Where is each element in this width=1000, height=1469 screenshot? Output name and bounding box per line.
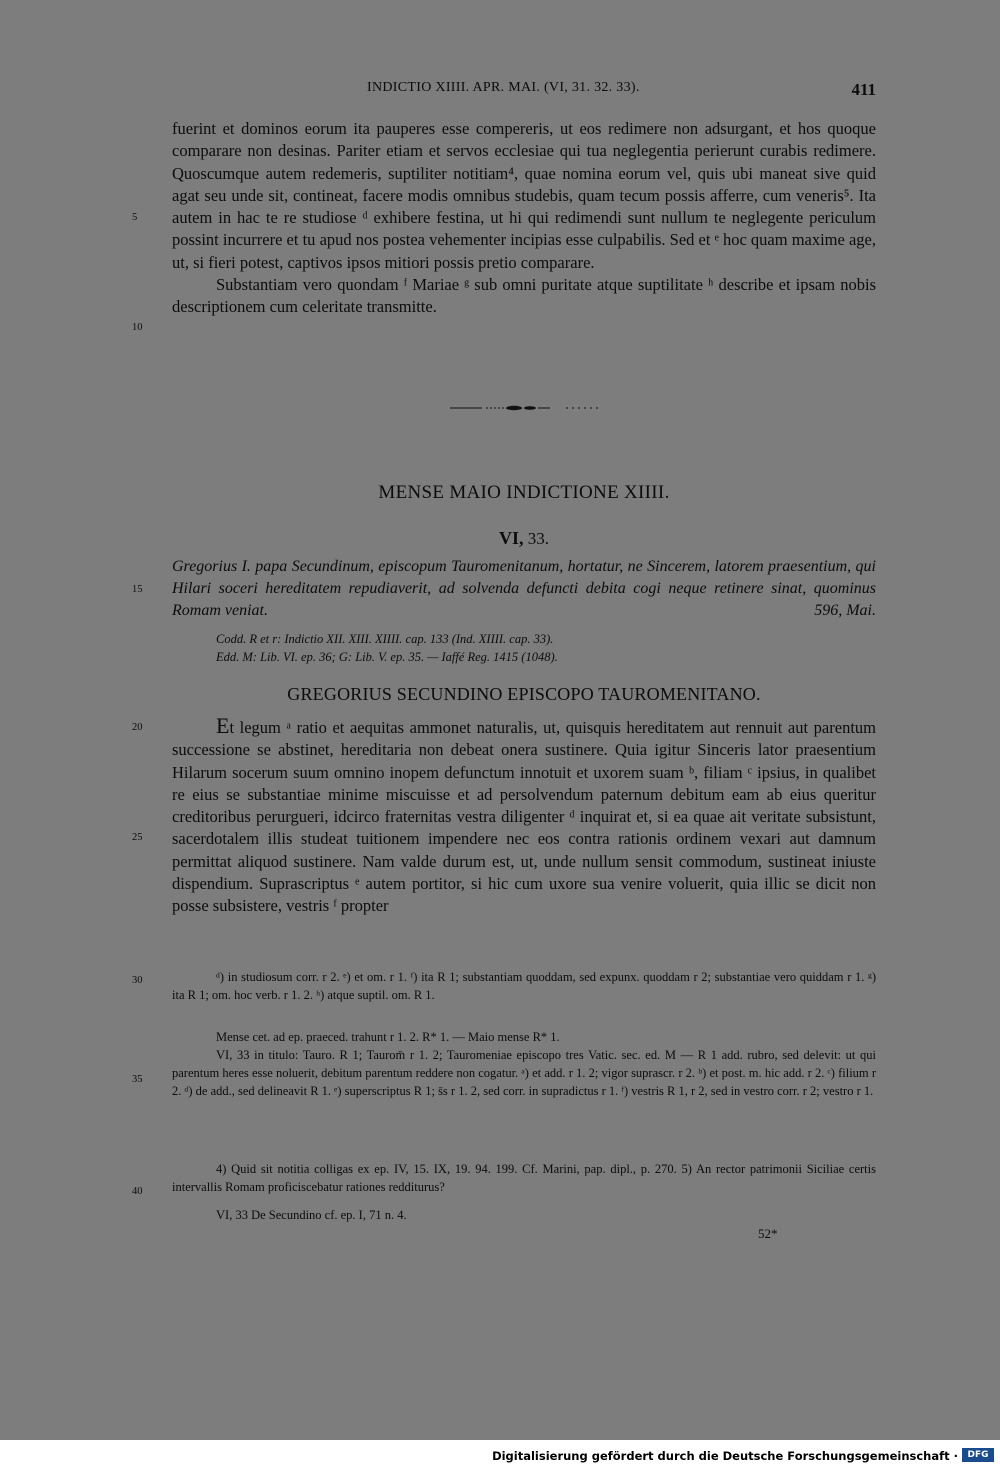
apparatus-notes-3: VI, 33 in titulo: Tauro. R 1; Taurom̄ r 1. 2; Tauromeniae episcopo tres Vatic. sec. ed. M — R 1 add. rubro, sed delevit: ut qui parentum heres esse noluerit, debitum parentum reddere non cogatur. ᵃ) et add. r 1. 2; vigor suprascr. r 2. ᵇ) et post. m. hic add. r 2. ᶜ) filium r 2. ᵈ) de add., sed delineavit R 1. ᵉ) superscriptus R 1; s̄s r 1. 2, sed corr. in supradictus r 1. ᶠ) vestris R 1, r 2, sed in vestro corr. r 2; vestro r 1. xyxy=(172,1048,876,1098)
summary-text: Gregorius I. papa Secundinum, episcopum Tauromenitanum, hortatur, ne Sincerem, latorem praesentium, qui Hilari soceri hereditatem repudiaverit, ad solvenda defuncti debita cogi neque retinere sinat, quominus Romam veniat. xyxy=(172,558,876,619)
footer-bar xyxy=(0,1440,1000,1469)
letter-body xyxy=(172,715,876,918)
critical-apparatus xyxy=(172,968,876,1004)
ornament-divider xyxy=(448,403,608,413)
line-number-30: 30 xyxy=(132,975,143,986)
summary-date: 596, Mai. xyxy=(814,602,876,619)
apparatus-block-2 xyxy=(172,1028,876,1100)
line-number-5: 5 xyxy=(132,212,138,223)
intro-paragraph-1: fuerint et dominos eorum ita pauperes esse compereris, ut eos redimere non adsurgant, et hos quoque comparare non desinas. Pariter etiam et servos ecclesiae qui tua neglegentia perierunt curabis redimere. Quoscumque autem redemeris, suptiliter notitiam⁴, quae nomina eorum vel, quis ubi maneat sive quid agat seu unde sit, contineat, facere modis omnibus studebis, quam tecum possis afferre, cum veneris⁵. Ita autem in hac te re studiose ᵈ exhibere festina, ut hi qui redimendi sunt nullum te neglegente periculum possint incurrere et tu apud nos postea vehementer incipias esse culpabilis. Sed et ᵉ hoc quam maxime age, ut, si fieri potest, captivos ipsos mitiori possis pretio comparare. xyxy=(172,119,876,272)
letter-summary xyxy=(172,556,876,622)
line-number-15: 15 xyxy=(132,584,143,595)
codd-line: Codd. R et r: Indictio XII. XIII. XIIII. cap. 133 (Ind. XIIII. cap. 33). xyxy=(216,632,554,646)
letter-number-bold: VI, xyxy=(498,528,524,548)
letter-address: GREGORIUS SECUNDINO EPISCOPO TAUROMENITANO. xyxy=(287,684,761,704)
running-title: INDICTIO XIIII. APR. MAI. (VI, 31. 32. 33). xyxy=(367,80,640,95)
apparatus-notes-2: Mense cet. ad ep. praeced. trahunt r 1. 2. R* 1. — Maio mense R* 1. xyxy=(216,1030,560,1044)
line-number-20: 20 xyxy=(132,722,143,733)
letter-number xyxy=(172,528,876,549)
running-header xyxy=(172,80,876,102)
footer-text: Digitalisierung gefördert durch die Deutsche Forschungsgemeinschaft · xyxy=(492,1449,958,1463)
letter-number-rest: 33. xyxy=(523,529,549,548)
line-number-40: 40 xyxy=(132,1186,143,1197)
intro-paragraph-2: Substantiam vero quondam ᶠ Mariae ᵍ sub omni puritate atque suptilitate ʰ describe et ipsam nobis descriptionem cum celeritate transmitte. xyxy=(172,275,876,317)
page-number: 411 xyxy=(851,80,876,99)
commentary-1: 4) Quid sit notitia colligas ex ep. IV, 15. IX, 19. 94. 199. Cf. Marini, pap. dipl., p. 270. 5) An rector patrimonii Siciliae certis intervallis Romam proficiscebatur rationes redditurus? xyxy=(172,1162,876,1194)
apparatus-notes-1: ᵈ) in studiosum corr. r 2. ᵉ) et om. r 1. ᶠ) ita R 1; substantiam quoddam, sed expunx. quoddam r 2; substantiae vero quiddam r 1. ᵍ) ita R 1; om. hoc verb. r 1. 2. ʰ) atque suptil. om. R 1. xyxy=(172,970,876,1002)
dfg-logo-icon: DFG xyxy=(962,1448,994,1462)
edd-line: Edd. M: Lib. VI. ep. 36; G: Lib. V. ep. 35. — Iaffé Reg. 1415 (1048). xyxy=(216,650,558,664)
intro-text xyxy=(172,118,876,319)
drop-cap: E xyxy=(216,713,230,738)
line-number-10: 10 xyxy=(132,322,143,333)
section-heading: MENSE MAIO INDICTIONE XIIII. xyxy=(378,482,670,503)
manuscript-info xyxy=(216,630,876,666)
line-number-35: 35 xyxy=(132,1074,143,1085)
letter-body-text: t legum ᵃ ratio et aequitas ammonet naturalis, ut, quisquis hereditatem aut rennuit aut parentum successione se abstinet, hereditaria non debeat onera sustinere. Quia igitur Sinceris lator praesentium Hilarum socerum suum omnino inopem defunctum innotuit et uxorem suam ᵇ, filiam ᶜ ipsius, in qualibet re eius se substantiae minime miscuisse et ad persolvendum paternum debitum eam ab eius queritur creditoribus perurgueri, idcirco fraternitas vestra diligenter ᵈ inquirat et, si ea quae ait veritate subsistunt, sacerdotalem illis studeat tuitionem impendere nec eos contra rationis ordinem vexari aut damnum permittat aliquod sustinere. Nam valde durum est, ut, unde nullum sensit commodum, sustineat iniuste dispendium. Suprascriptus ᵉ autem portitor, si hic cum uxore sua venire voluerit, quia illic se dicit non posse subsistere, vestris ᶠ propter xyxy=(172,718,876,916)
commentary-2: VI, 33 De Secundino cf. ep. I, 71 n. 4. xyxy=(216,1208,407,1222)
signature-mark: 52* xyxy=(758,1226,778,1241)
line-number-25: 25 xyxy=(132,832,143,843)
commentary-notes xyxy=(172,1160,876,1224)
